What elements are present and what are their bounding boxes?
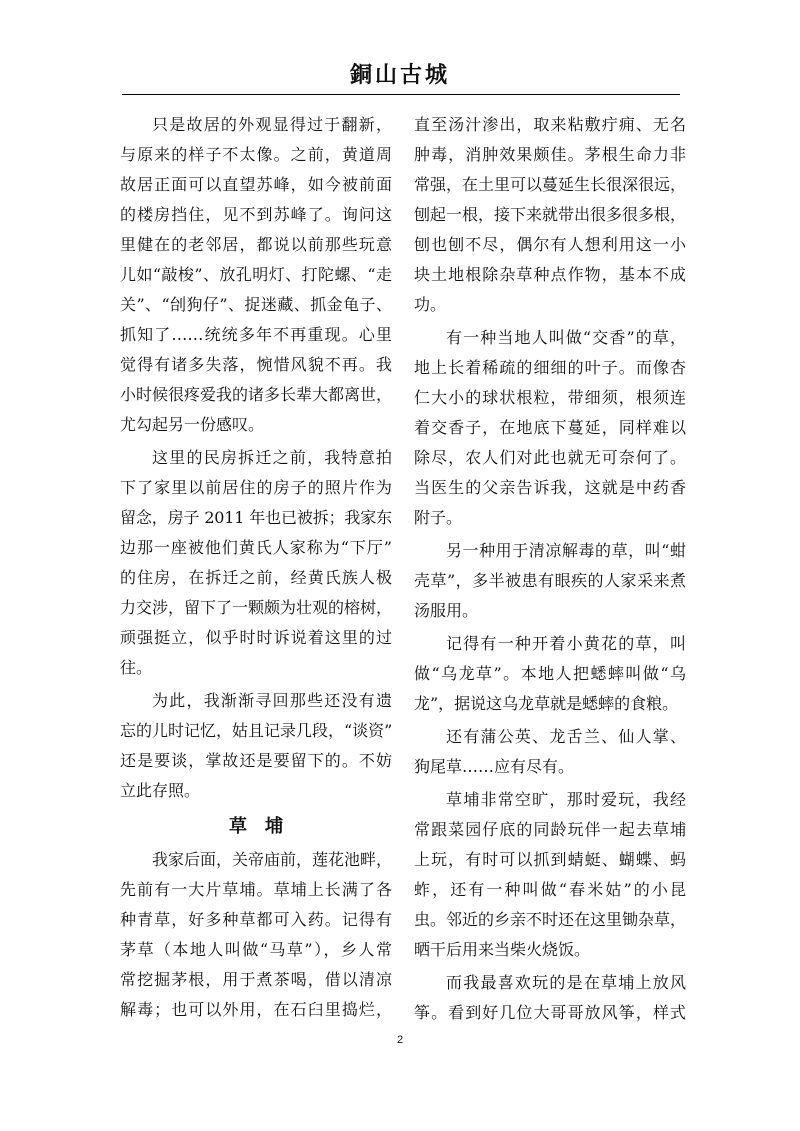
paragraph <box>414 110 686 320</box>
running-header-title: 銅山古城 <box>349 62 450 88</box>
text-line: 常挖掘茅根，用于煮茶喝，借以清凉 <box>120 970 392 989</box>
text-line: 解毒；也可以外用，在石臼里捣烂， <box>120 1000 392 1019</box>
text-line: 关”、“刣狗仔”、捉迷藏、抓金龟子、 <box>120 295 392 314</box>
text-line: 功。 <box>414 295 447 314</box>
text-line: 上玩，有时可以抓到蜻蜓、蝴蝶、蚂 <box>414 850 686 869</box>
paragraph <box>120 845 392 1025</box>
text-line: 刨也刨不尽，偶尔有人想利用这一小 <box>414 235 686 254</box>
paragraph <box>120 443 392 683</box>
text-line: 只是故居的外观显得过于翻新， <box>152 115 392 134</box>
text-line: 有一种当地人叫做“交香”的草， <box>446 328 686 347</box>
text-line: 里健在的老邻居，都说以前那些玩意 <box>120 235 392 254</box>
text-line: 壳草”，多半被患有眼疾的人家采来煮 <box>414 571 686 590</box>
text-line: 虫。邻近的乡亲不时还在这里锄杂草， <box>414 910 687 929</box>
text-line: 为此，我渐渐寻回那些还没有遗 <box>152 691 392 710</box>
text-line: 这里的民房拆迁之前，我特意拍 <box>152 448 392 467</box>
text-line: 立此存照。 <box>120 781 201 800</box>
text-line: 除尽，农人们对此也就无可奈何了。 <box>414 448 686 467</box>
text-line: 仁大小的球状根粒，带细须，根须连 <box>414 388 686 407</box>
text-line: 附子。 <box>414 508 463 527</box>
left-column <box>120 110 392 1025</box>
text-line: 茅草（本地人叫做“马草”），乡人常 <box>120 940 392 959</box>
header-rule <box>122 94 680 95</box>
paragraph <box>414 323 686 533</box>
text-line: 而我最喜欢玩的是在草埔上放风 <box>446 973 686 992</box>
text-line: 常跟菜园仔底的同龄玩伴一起去草埔 <box>414 820 686 839</box>
text-line: 尤勾起另一份感叹。 <box>120 415 265 434</box>
text-line: 汤服用。 <box>414 601 479 620</box>
text-line: 常强，在土里可以蔓延生长很深很远， <box>414 175 687 194</box>
text-line: 块土地根除杂草种点作物，基本不成 <box>414 265 686 284</box>
text-line: 抓知了……统统多年不再重现。心里 <box>120 325 392 344</box>
text-line: 觉得有诸多失落，惋惜风貌不再。我 <box>120 355 392 374</box>
paragraph <box>414 968 686 1028</box>
paragraph <box>414 629 686 719</box>
section-heading: 草 埔 <box>229 816 283 837</box>
paragraph <box>414 722 686 782</box>
text-line: 晒干后用来当柴火烧饭。 <box>414 940 591 959</box>
text-line: 力交涉，留下了一颗颇为壮观的榕树， <box>120 598 393 617</box>
paragraph <box>120 110 392 440</box>
text-line: 先前有一大片草埔。草埔上长满了各 <box>120 880 392 899</box>
text-line: 还有蒲公英、龙舌兰、仙人掌、 <box>446 727 686 746</box>
text-line: 着交香子，在地底下蔓延，同样难以 <box>414 418 686 437</box>
text-line: 狗尾草……应有尽有。 <box>414 757 575 776</box>
text-line: 下了家里以前居住的房子的照片作为 <box>120 478 392 497</box>
paragraph <box>120 686 392 806</box>
text-line: 蚱，还有一种叫做“春米姑”的小昆 <box>414 880 686 899</box>
text-line: 的楼房挡住，见不到苏峰了。询问这 <box>120 205 392 224</box>
text-line: 筝。看到好几位大哥哥放风筝，样式 <box>414 1003 686 1022</box>
text-line: 直至汤汁渗出，取来粘敷疔痈、无名 <box>414 115 686 134</box>
text-line: 边那一座被他们黄氏人家称为“下厅” <box>120 538 392 557</box>
text-line: 往。 <box>120 658 153 677</box>
text-line: 地上长着稀疏的细细的叶子。而像杏 <box>414 358 686 377</box>
page-number: 2 <box>396 1034 404 1046</box>
text-line: 当医生的父亲告诉我，这就是中药香 <box>414 478 686 497</box>
text-line: 肿毒，消肿效果颇佳。茅根生命力非 <box>414 145 686 164</box>
text-line: 草埔非常空旷，那时爱玩，我经 <box>446 790 686 809</box>
text-line: 龙”，据说这乌龙草就是蟋蟀的食粮。 <box>414 694 679 713</box>
text-line: 另一种用于清凉解毒的草，叫“蚶 <box>446 541 686 560</box>
text-line: 顽强挺立，似乎时时诉说着这里的过 <box>120 628 392 647</box>
right-column <box>414 110 686 1028</box>
text-line: 儿如“敲梭”、放孔明灯、打陀螺、“走 <box>120 265 392 284</box>
paragraph <box>414 536 686 626</box>
text-line: 小时候很疼爱我的诸多长辈大都离世， <box>120 385 393 404</box>
text-line: 种青草，好多种草都可入药。记得有 <box>120 910 392 929</box>
text-line: 的住房，在拆迁之前，经黄氏族人极 <box>120 568 392 587</box>
text-line: 忘的儿时记忆，姑且记录几段，“谈资” <box>120 721 393 740</box>
text-line: 做“乌龙草”。本地人把蟋蟀叫做“乌 <box>414 664 686 683</box>
text-line: 记得有一种开着小黄花的草，叫 <box>446 634 686 653</box>
text-line: 故居正面可以直望苏峰，如今被前面 <box>120 175 392 194</box>
text-line: 我家后面，关帝庙前，莲花池畔， <box>152 850 393 869</box>
paragraph <box>414 785 686 965</box>
text-line: 刨起一根，接下来就带出很多很多根， <box>414 205 687 224</box>
text-line: 与原来的样子不太像。之前，黄道周 <box>120 145 392 164</box>
text-line: 还是要谈，掌故还是要留下的。不妨 <box>120 751 392 770</box>
text-line: 留念，房子 2011 年也已被拆；我家东 <box>120 508 392 527</box>
